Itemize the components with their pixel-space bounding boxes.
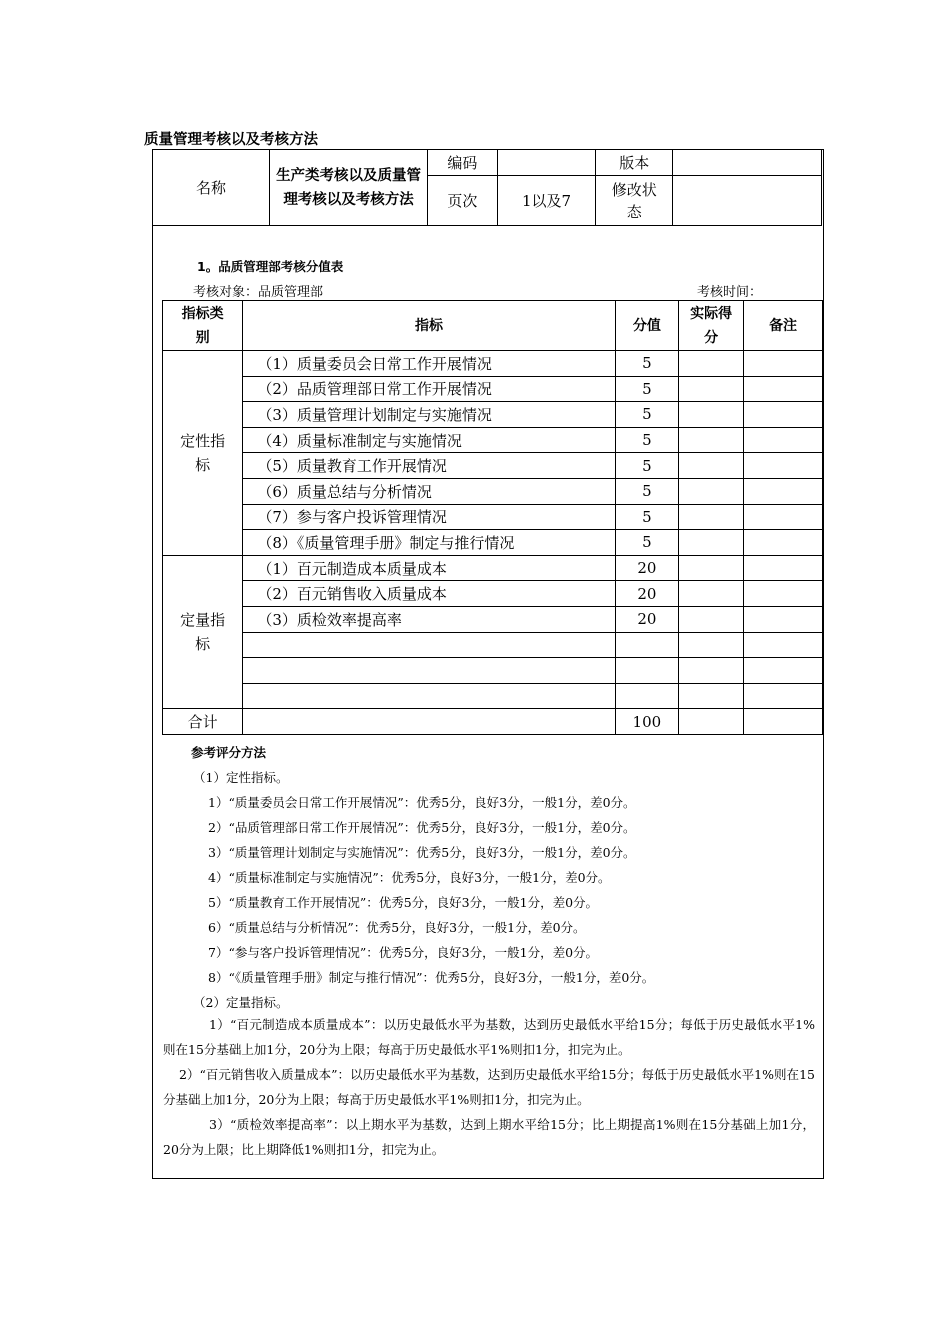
remark-cell[interactable] [744,376,823,402]
section-title: 1。品质管理部考核分值表 [197,259,344,274]
code-value [497,150,596,176]
total-indicator-cell [243,709,615,735]
table-row [163,658,823,684]
points-cell: 20 [615,555,679,581]
table-row [163,453,823,479]
remark-cell[interactable] [744,606,823,632]
points-cell[interactable] [615,658,679,684]
header-indicator: 指标 [243,301,615,351]
indicator-cell: （1）质量委员会日常工作开展情况 [243,351,615,377]
actual-cell[interactable] [679,427,744,453]
indicator-cell[interactable] [243,683,615,709]
total-label: 合计 [163,709,243,735]
quant-item: 3）“质检效率提高率”：以上期水平为基数，达到上期水平给15分；比上期提高1%则在15分基础上加1分，20分为上限；比上期降低1%则扣1分，扣完为止。 [163,1117,815,1157]
name-value: 生产类考核以及质量管理考核以及考核方法 [270,150,428,226]
points-cell: 20 [615,581,679,607]
name-label: 名称 [153,150,270,226]
table-row [163,427,823,453]
total-remark-cell[interactable] [744,709,823,735]
table-row [163,376,823,402]
header-points: 分值 [615,301,679,351]
points-cell: 5 [615,453,679,479]
version-value [673,150,822,176]
remark-cell[interactable] [744,402,823,428]
points-cell: 5 [615,504,679,530]
header-remark: 备注 [744,301,823,351]
total-actual-cell[interactable] [679,709,744,735]
qual-item: 1）“质量委员会日常工作开展情况”：优秀5分，良好3分，一般1分，差0分。 [208,795,636,810]
indicator-cell: （4）质量标准制定与实施情况 [243,427,615,453]
actual-cell[interactable] [679,453,744,479]
points-cell: 5 [615,376,679,402]
actual-cell[interactable] [679,530,744,556]
actual-cell[interactable] [679,658,744,684]
points-cell: 5 [615,402,679,428]
actual-cell[interactable] [679,376,744,402]
points-cell: 5 [615,478,679,504]
remark-cell[interactable] [744,581,823,607]
table-row [163,606,823,632]
remark-cell[interactable] [744,683,823,709]
qual-item: 6）“质量总结与分析情况”：优秀5分，良好3分，一般1分，差0分。 [208,920,586,935]
actual-cell[interactable] [679,632,744,658]
qual-item: 3）“质量管理计划制定与实施情况”：优秀5分，良好3分，一般1分，差0分。 [208,845,636,860]
indicator-cell[interactable] [243,632,615,658]
total-points: 100 [615,709,679,735]
indicator-cell: （2）百元销售收入质量成本 [243,581,615,607]
indicator-cell: （6）质量总结与分析情况 [243,478,615,504]
qual-item: 8）“《质量管理手册》制定与推行情况”：优秀5分，良好3分，一般1分，差0分。 [208,970,655,985]
points-cell[interactable] [615,683,679,709]
indicator-cell: （3）质量管理计划制定与实施情况 [243,402,615,428]
qual-item: 2）“品质管理部日常工作开展情况”：优秀5分，良好3分，一般1分，差0分。 [208,820,636,835]
actual-cell[interactable] [679,351,744,377]
indicator-cell: （2）品质管理部日常工作开展情况 [243,376,615,402]
actual-cell[interactable] [679,504,744,530]
qual-item: 7）“参与客户投诉管理情况”：优秀5分，良好3分，一般1分，差0分。 [208,945,599,960]
actual-cell[interactable] [679,683,744,709]
remark-cell[interactable] [744,453,823,479]
qual-heading: （1）定性指标。 [193,770,289,785]
actual-cell[interactable] [679,478,744,504]
page-value: 1以及7 [497,176,596,226]
indicator-cell: （3）质检效率提高率 [243,606,615,632]
revision-label: 修改状态 [596,176,673,226]
actual-cell[interactable] [679,606,744,632]
method-title: 参考评分方法 [191,745,267,760]
qual-item: 5）“质量教育工作开展情况”：优秀5分，良好3分，一般1分，差0分。 [208,895,599,910]
table-row [163,683,823,709]
header-table [152,149,822,226]
points-cell[interactable] [615,632,679,658]
table-row [163,530,823,556]
remark-cell[interactable] [744,632,823,658]
actual-cell[interactable] [679,402,744,428]
assess-time: 考核时间： [697,285,763,300]
qual-item: 4）“质量标准制定与实施情况”：优秀5分，良好3分，一般1分，差0分。 [208,870,611,885]
table-row [163,581,823,607]
code-label: 编码 [428,150,497,176]
indicator-cell: （1）百元制造成本质量成本 [243,555,615,581]
header-category: 指标类别 [163,301,243,351]
remark-cell[interactable] [744,351,823,377]
header-actual: 实际得分 [679,301,744,351]
remark-cell[interactable] [744,504,823,530]
indicator-cell: （7）参与客户投诉管理情况 [243,504,615,530]
document-title: 质量管理考核以及考核方法 [144,132,318,148]
remark-cell[interactable] [744,658,823,684]
remark-cell[interactable] [744,530,823,556]
table-row [163,402,823,428]
indicator-cell: （5）质量教育工作开展情况 [243,453,615,479]
revision-value [673,176,822,226]
table-row [163,504,823,530]
points-cell: 20 [615,606,679,632]
quant-item: 2）“百元销售收入质量成本”：以历史最低水平为基数，达到历史最低水平给15分；每低于历史最低水平1%则在15分基础上加1分，20分为上限；每高于历史最低水平1%则扣1分，扣完为止。 [163,1067,815,1107]
points-cell: 5 [615,530,679,556]
category-qualitative: 定性指标 [163,351,243,556]
points-cell: 5 [615,351,679,377]
quant-heading: （2）定量指标。 [193,995,289,1010]
table-row [163,478,823,504]
actual-cell[interactable] [679,555,744,581]
document-frame [152,149,824,1179]
remark-cell[interactable] [744,478,823,504]
indicator-cell[interactable] [243,658,615,684]
score-table [162,300,823,735]
table-row [163,632,823,658]
total-row [163,709,823,735]
version-label: 版本 [596,150,673,176]
page-label: 页次 [428,176,497,226]
assess-target: 考核对象：品质管理部 [193,285,324,300]
table-row [163,351,823,377]
category-quantitative: 定量指标 [163,555,243,709]
indicator-cell: （8）《质量管理手册》制定与推行情况 [243,530,615,556]
quant-item: 1）“百元制造成本质量成本”：以历史最低水平为基数，达到历史最低水平给15分；每低于历史最低水平1%则在15分基础上加1分，20分为上限；每高于历史最低水平1%则扣1分，扣完为止。 [163,1017,815,1057]
actual-cell[interactable] [679,581,744,607]
remark-cell[interactable] [744,555,823,581]
points-cell: 5 [615,427,679,453]
remark-cell[interactable] [744,427,823,453]
table-row [163,555,823,581]
